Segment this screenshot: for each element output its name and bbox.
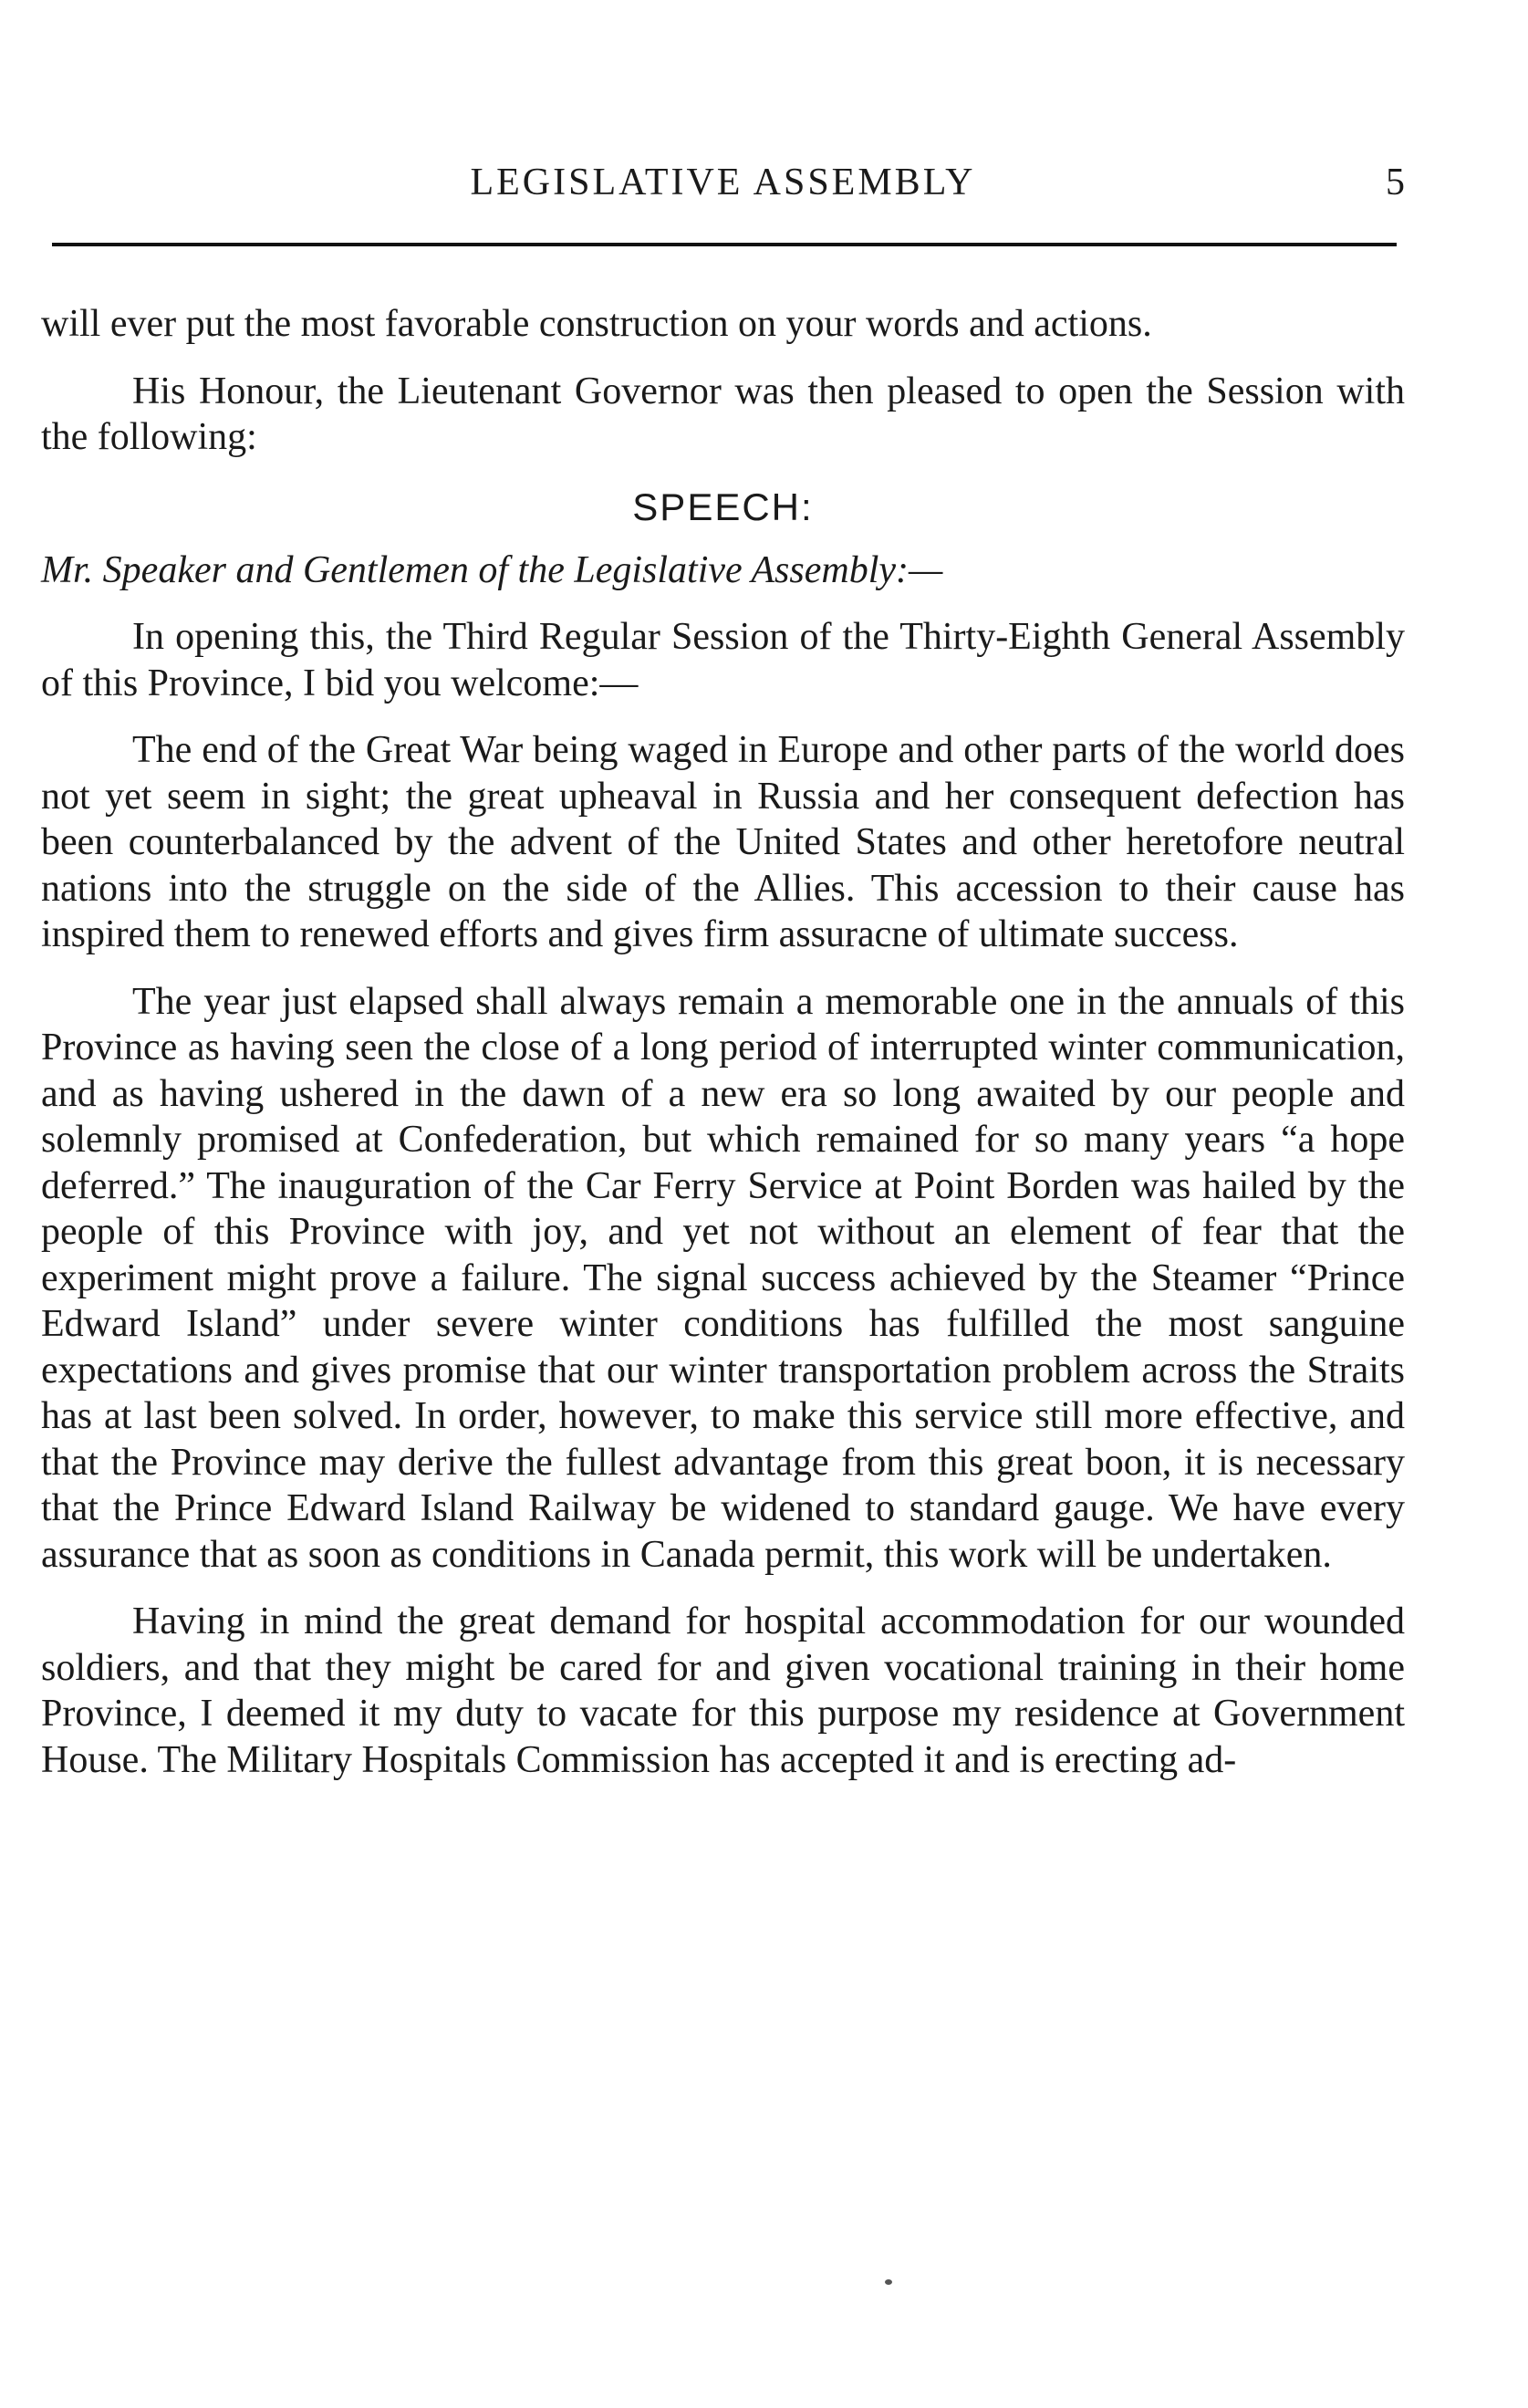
paragraph-continued: will ever put the most favorable construction on your words and actions.: [41, 303, 1152, 345]
paragraph-war: The end of the Great War being waged in Europe and other parts of the world does not yet seem in sight; the great upheaval in Russia and her consequent defection has been counterbalanced by the advent of the United States and other heretofore neutral nations into the struggle on the side of the Allies. This accession to their cause has inspired them to renewed efforts and gives firm assuracne of ultimate success.: [41, 729, 1405, 955]
salutation: Mr. Speaker and Gentlemen of the Legislative Assembly:—: [41, 548, 943, 591]
paragraph-opening: His Honour, the Lieutenant Governor was then pleased to open the Session with the following:: [41, 370, 1405, 458]
ink-speck: [885, 2279, 892, 2285]
page-number: 5: [1386, 162, 1405, 203]
paragraph-hospital: Having in mind the great demand for hospital accommodation for our wounded soldiers, and that they might be cared for and given vocational training in their home Province, I deemed it my duty to vacate for this purpose my residence at Government House. The Military Hospitals Commission has accepted it and is erecting ad-: [41, 1600, 1405, 1781]
paragraph-year: The year just elapsed shall always remain a memorable one in the annuals of this Province as having seen the close of a long period of interrupted winter communication, and as having ushered in the dawn of a new era so long awaited by our people and solemnly promised at Confederation, but which remained for so many years “a hope deferred.” The inauguration of the Car Ferry Service at Point Borden was hailed by the people of this Province with joy, and yet not without an element of fear that the experiment might prove a failure. The signal success achieved by the Steamer “Prince Edward Island” under severe winter conditions has fulfilled the most sanguine expectations and gives promise that our winter transportation problem across the Straits has at last been solved. In order, however, to make this service still more effective, and that the Province may derive the fullest advantage from this great boon, it is necessary that the Prince Edward Island Railway be widened to standard gauge. We have every assurance that as soon as conditions in Canada permit, this work will be undertaken.: [41, 980, 1405, 1576]
speech-heading: SPEECH:: [632, 485, 814, 528]
document-page: [41, 0, 1405, 2408]
running-header: [41, 157, 1405, 208]
running-title: LEGISLATIVE ASSEMBLY: [470, 162, 976, 203]
header-rule: [52, 243, 1397, 246]
paragraph-welcome: In opening this, the Third Regular Session of the Thirty-Eighth General Assembly of this Province, I bid you welcome:—: [41, 616, 1405, 704]
body-text: [41, 301, 1405, 1804]
